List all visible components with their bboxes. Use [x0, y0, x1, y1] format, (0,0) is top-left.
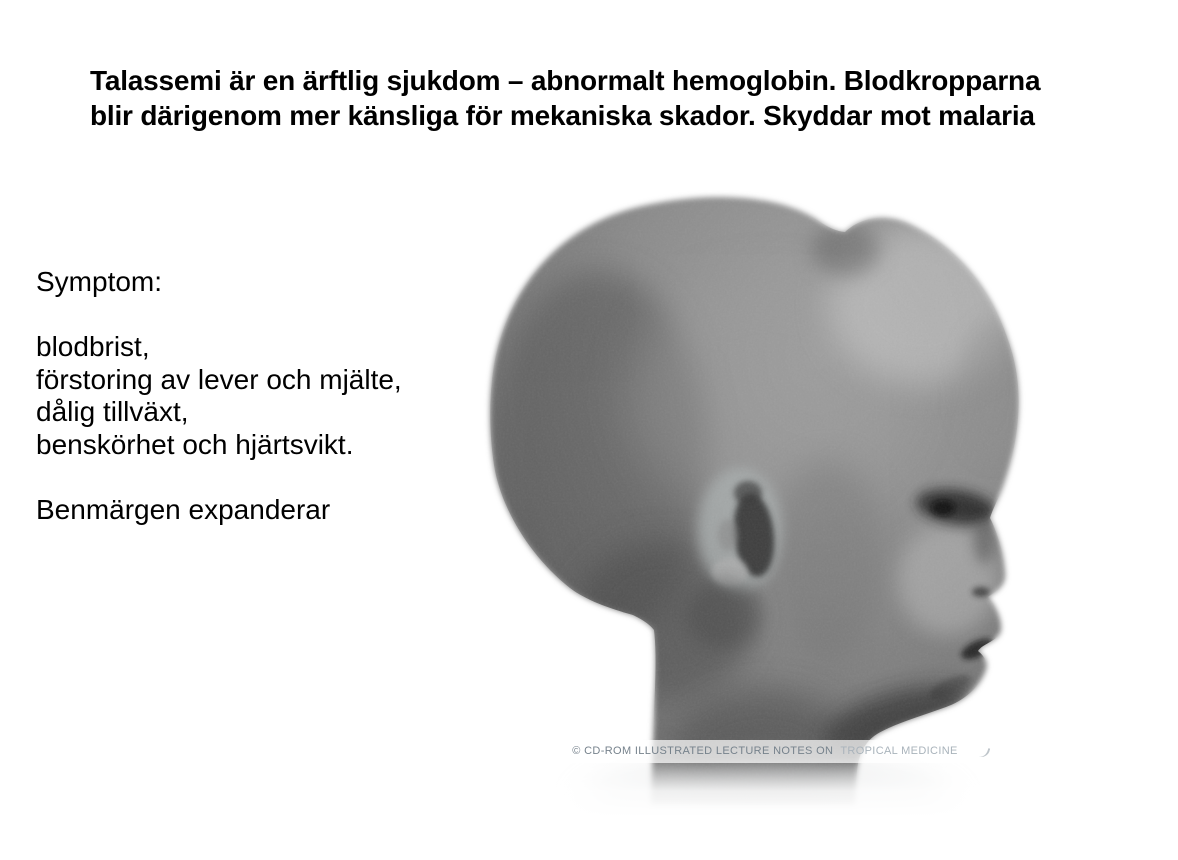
- slide-title-line-2: blir därigenom mer känsliga för mekaniska skador. Skyddar mot malaria: [90, 100, 1035, 131]
- photo-grain: [478, 190, 1038, 815]
- symptom-list: [36, 331, 466, 461]
- symptom-item: blodbrist,: [36, 331, 150, 362]
- watermark-copyright-text: © CD-ROM ILLUSTRATED LECTURE NOTES ON: [572, 745, 834, 757]
- photo-bottom-fade: [478, 758, 1038, 815]
- slide-title-line-1: Talassemi är en ärftlig sjukdom – abnormalt hemoglobin. Blodkropparna: [90, 65, 1041, 96]
- watermark-series-text: TROPICAL MEDICINE: [840, 745, 958, 757]
- photo-watermark: [497, 740, 1033, 763]
- symptom-item: förstoring av lever och mjälte,: [36, 363, 402, 395]
- symptom-block: [36, 266, 466, 526]
- symptom-item: dålig tillväxt,: [36, 396, 189, 427]
- symptom-item: benskörhet och hjärtsvikt.: [36, 428, 354, 460]
- slide-title: [90, 63, 1090, 133]
- bone-marrow-note: Benmärgen expanderar: [36, 493, 331, 525]
- symptom-heading: Symptom:: [36, 266, 163, 297]
- child-profile-photo: [478, 190, 1038, 815]
- child-photo-illustration: [478, 190, 1038, 815]
